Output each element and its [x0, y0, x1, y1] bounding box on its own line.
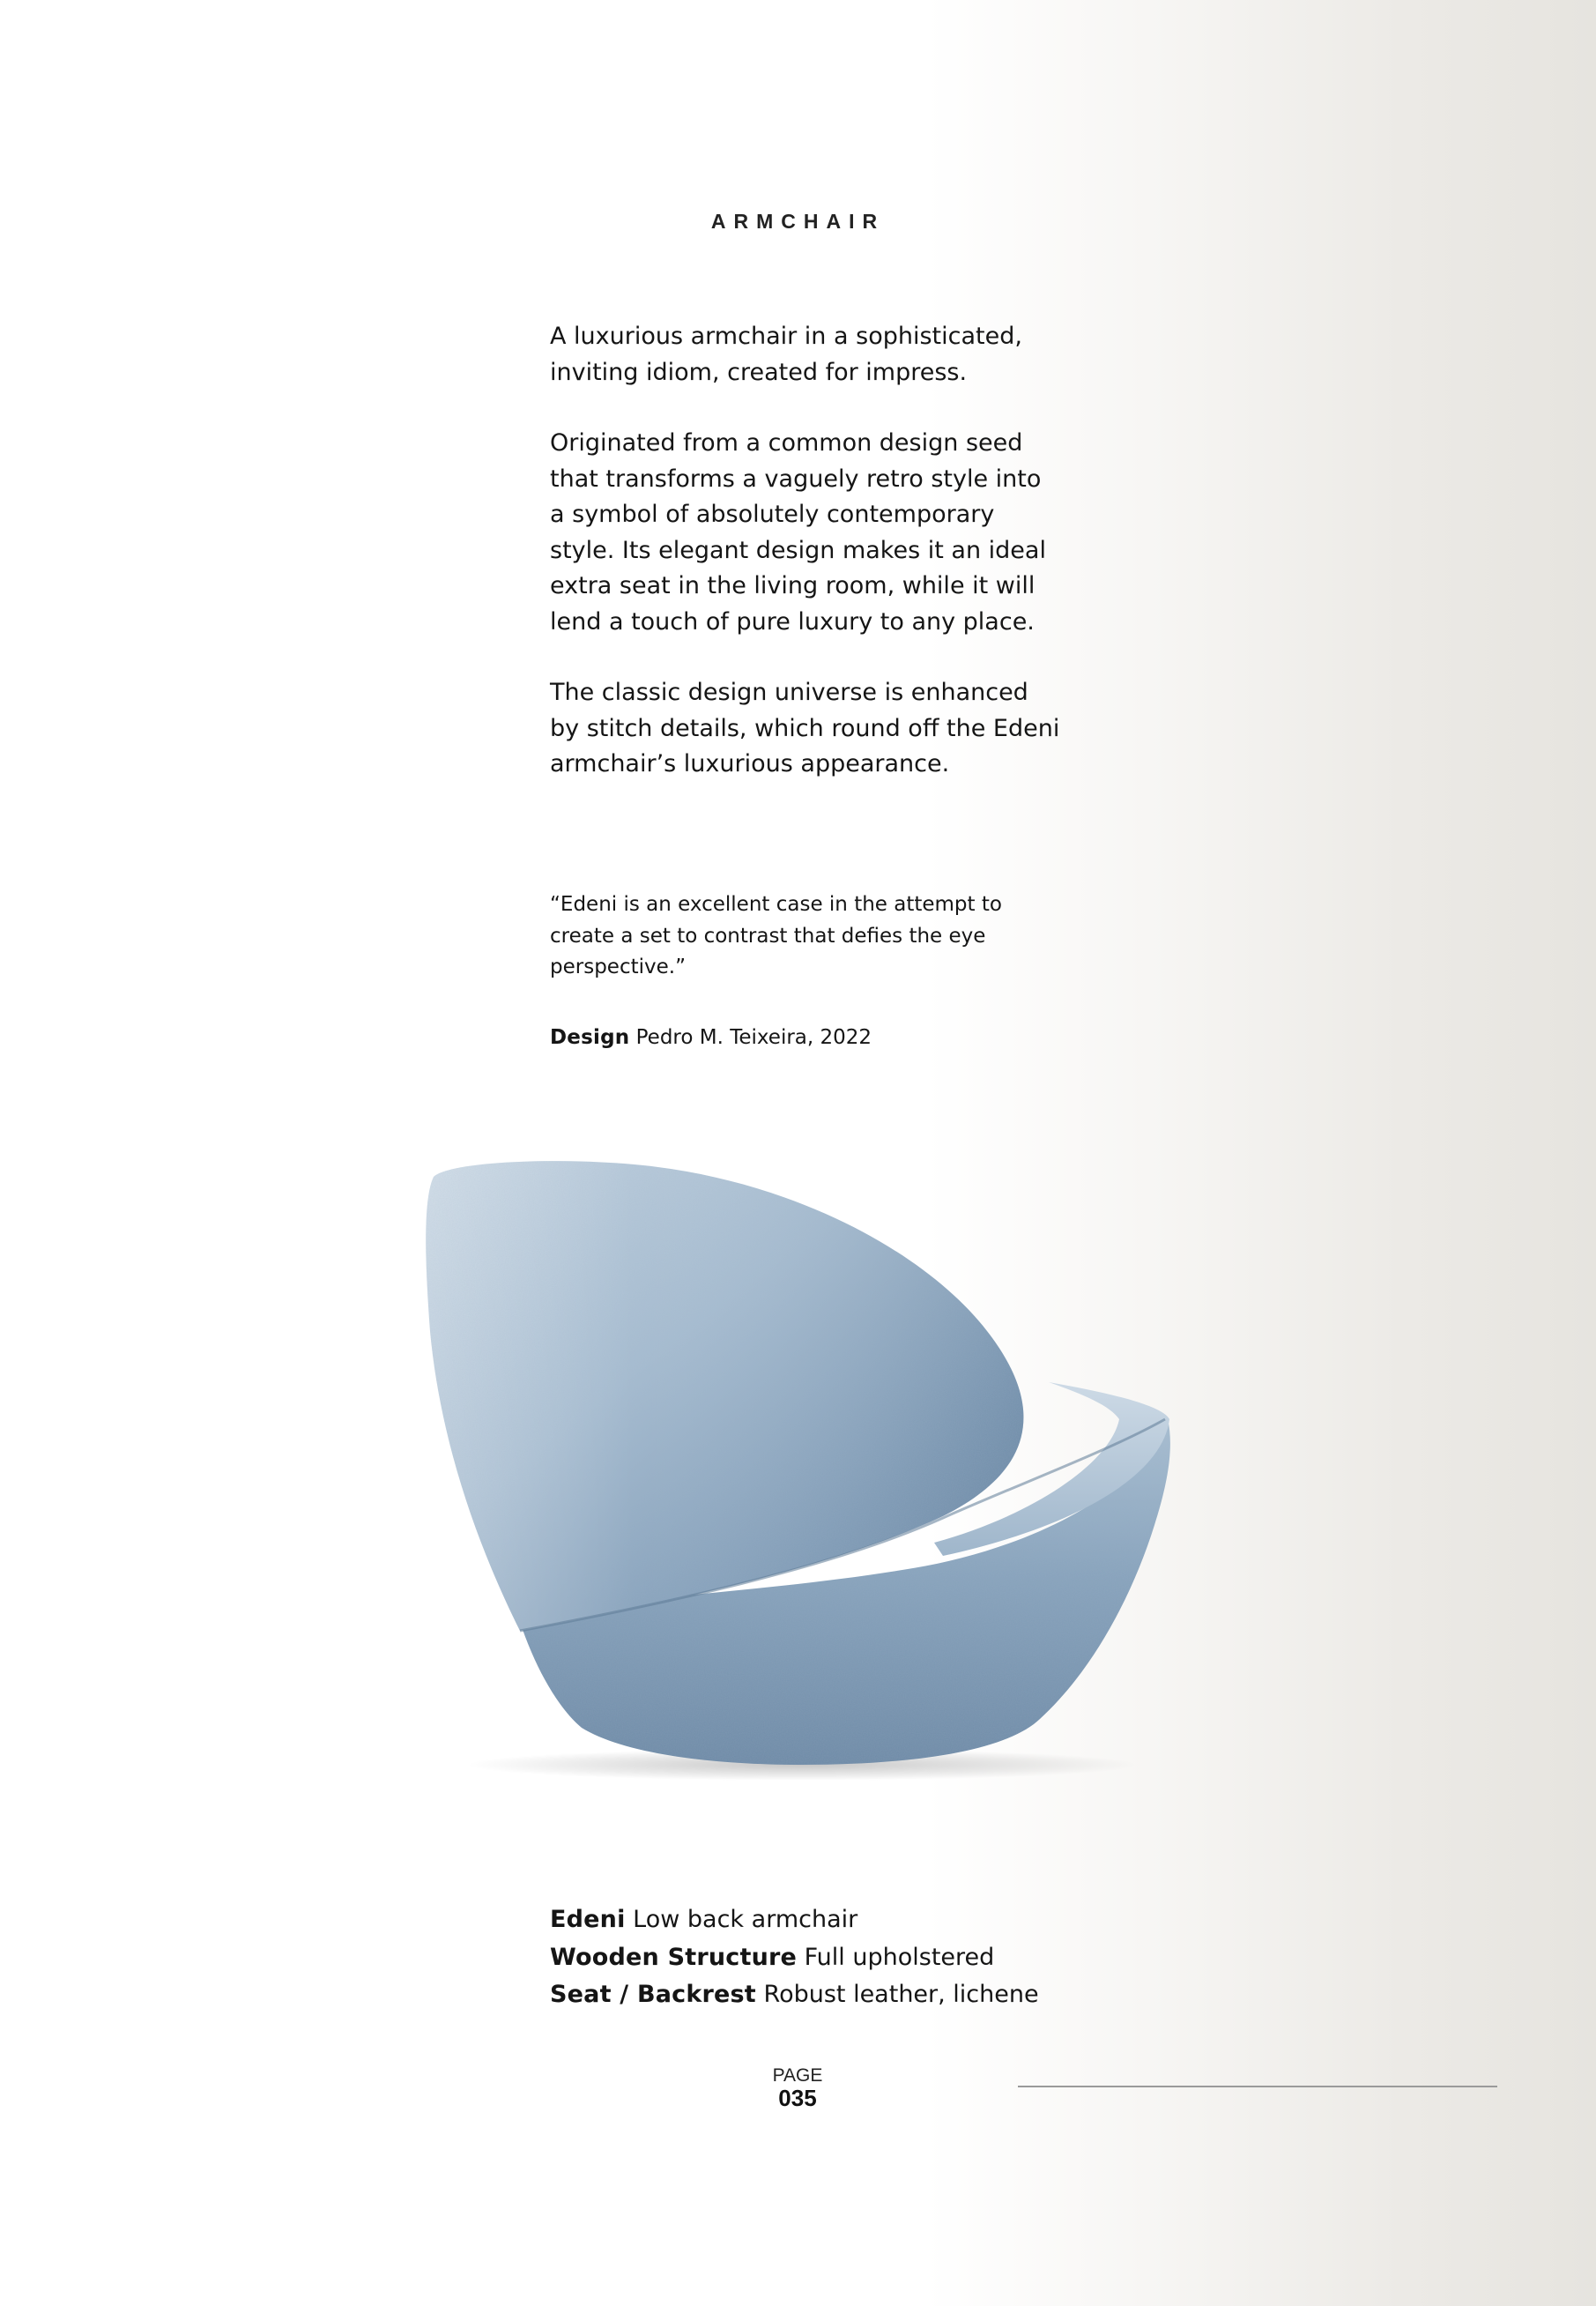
spec-value: Full upholstered — [804, 1943, 995, 1971]
spec-row-seat-backrest — [550, 1976, 1061, 2014]
page-number-value: 035 — [778, 2085, 817, 2111]
spec-value: Low back armchair — [633, 1906, 858, 1933]
intro-paragraph-1: A luxurious armchair in a sophisticated, inviting idiom, created for impress. — [550, 323, 1022, 386]
footer-divider — [1018, 2086, 1497, 2087]
spec-value: Robust leather, lichene — [763, 1981, 1039, 2008]
designer-quote: “Edeni is an excellent case in the attempt to create a set to contrast that defies the eye perspective.” — [550, 893, 1002, 978]
spec-label: Wooden Structure — [550, 1943, 798, 1971]
armchair-product-image — [414, 1155, 1190, 1789]
page-number-label: PAGE — [772, 2065, 823, 2086]
section-title: ARMCHAIR — [710, 210, 886, 233]
intro-paragraph-3: The classic design universe is enhanced by stitch details, which round off the Edeni armchair’s luxurious appearance. — [550, 679, 1060, 777]
spec-label: Seat / Backrest — [550, 1981, 756, 2008]
spec-label: Edeni — [550, 1906, 626, 1933]
spec-row-structure — [550, 1939, 1061, 1977]
page-number — [753, 2066, 842, 2109]
design-credit-value: Pedro M. Teixeira, 2022 — [635, 1026, 872, 1049]
product-specs — [550, 1901, 1061, 2014]
design-credit-label: Design — [550, 1026, 630, 1049]
design-credit — [550, 1023, 1061, 1053]
spec-row-name — [550, 1901, 1061, 1939]
intro-text — [550, 319, 1061, 818]
intro-paragraph-2: Originated from a common design seed that transforms a vaguely retro style into a symbol of absolutely contemporary style. Its elegant design makes it an ideal extra seat in the living room, while it will lend a touch of pure luxury to any place. — [550, 429, 1046, 636]
chair-shell-texture — [426, 1161, 1023, 1631]
